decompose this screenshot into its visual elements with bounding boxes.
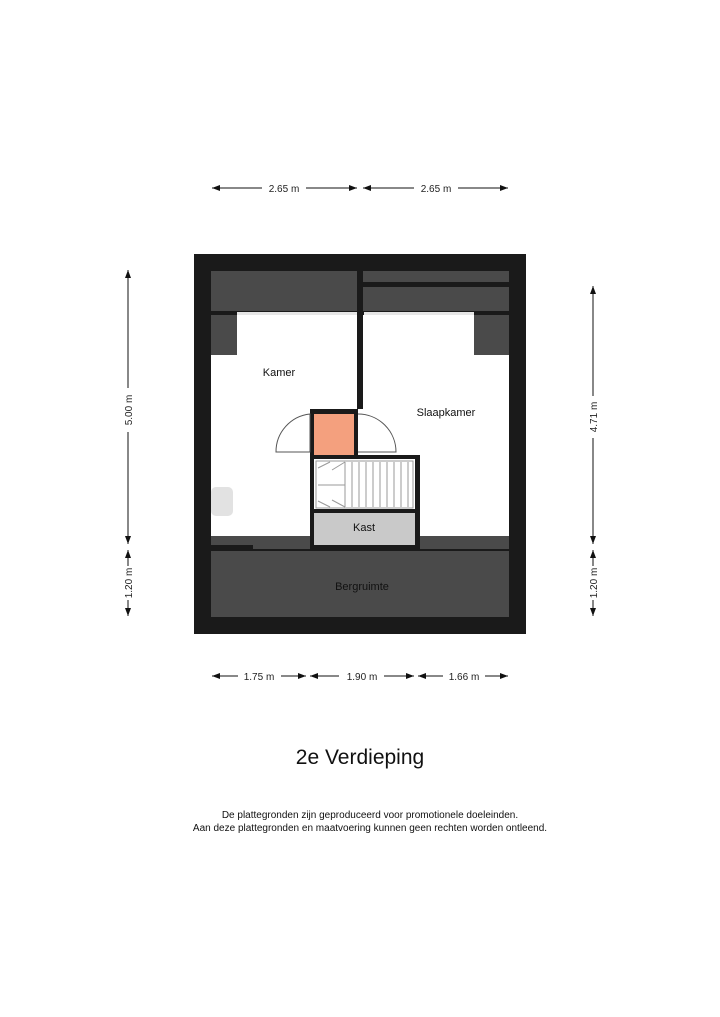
roof-slope-right-upper [363,271,509,282]
dimension-left [124,270,135,616]
disclaimer [0,809,720,835]
dim-bottom-1: 1.75 m [243,672,275,683]
dim-left-1: 5.00 m [124,394,135,426]
dim-top-1: 2.65 m [268,184,300,195]
dimension-right [589,286,600,616]
staircase [314,459,415,509]
roof-slope-left [211,271,358,311]
dim-bottom-2: 1.90 m [346,672,378,683]
dim-bottom-3: 1.66 m [448,672,480,683]
dim-top-2: 2.65 m [420,184,452,195]
dimension-bottom [212,672,508,683]
dim-right-1: 4.71 m [589,401,600,433]
label-bergruimte: Bergruimte [335,581,389,593]
window-slaapkamer [364,312,474,315]
floor-title: 2e Verdieping [295,746,425,769]
label-kamer: Kamer [262,367,296,379]
disclaimer-line-2: Aan deze plattegronden en maatvoering kunnen geen rechten worden ontleend. [192,823,548,834]
dim-left-2: 1.20 m [124,567,135,599]
label-kast: Kast [352,522,376,534]
dimension-top [212,184,508,195]
roof-slope-slaapkamer-corner [474,315,509,355]
label-slaapkamer: Slaapkamer [416,407,476,419]
dividing-wall [357,271,363,409]
roof-slope-kamer-corner [211,315,237,355]
radiator [211,487,233,516]
plan-body [194,254,526,634]
stair-landing [314,414,354,455]
disclaimer-line-1: De plattegronden zijn geproduceerd voor promotionele doeleinden. [221,810,519,821]
roof-slope-right-lower [363,287,509,311]
dim-right-2: 1.20 m [589,567,600,599]
window-kamer [237,312,357,315]
